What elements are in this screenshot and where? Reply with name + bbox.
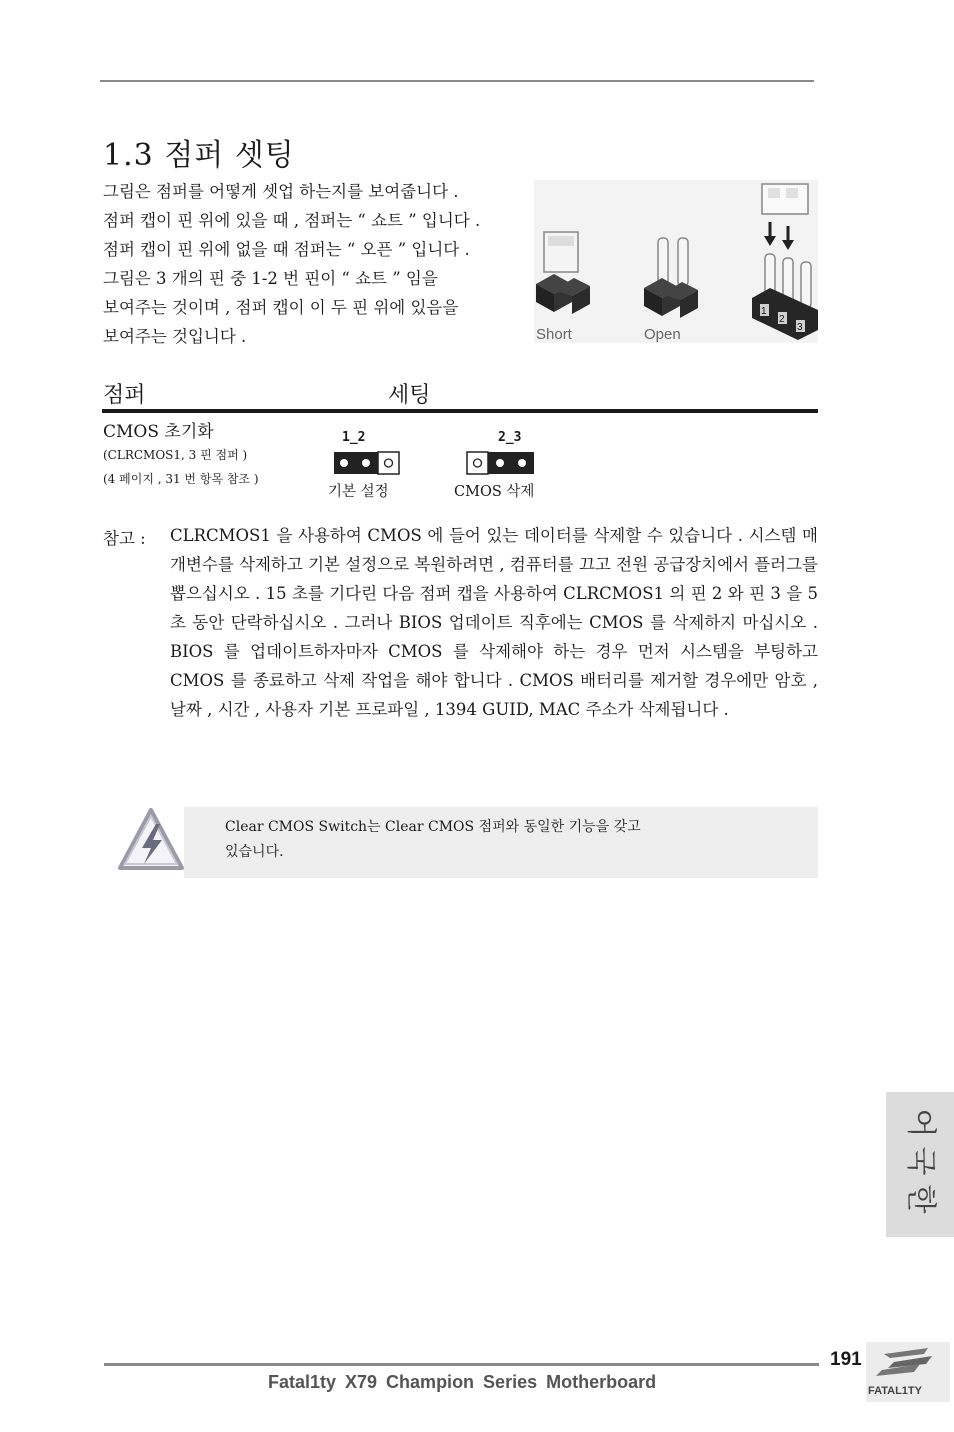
pin-number: 1	[761, 306, 767, 317]
default-pin-diagram	[333, 451, 401, 479]
col-header-setting: 세팅	[388, 383, 431, 408]
tab-char: 어	[903, 1108, 938, 1138]
warning-line: 있습니다.	[225, 844, 284, 860]
page-number: 191	[830, 1349, 862, 1370]
fatal1ty-logo-svg	[866, 1342, 950, 1402]
clear-pin-diagram	[466, 451, 536, 479]
fatal1ty-logo	[866, 1342, 950, 1406]
intro-line: 그림은 점퍼를 어떻게 셋업 하는지를 보여줍니다 .	[103, 182, 459, 201]
note-label: 참고 :	[103, 529, 146, 548]
open-label: Open	[644, 326, 681, 343]
section-title: 1.3 점퍼 셋팅	[103, 138, 295, 173]
pin-number: 2	[779, 314, 785, 325]
intro-line: 보여주는 것이며 , 점퍼 캡이 이 두 핀 위에 있음을	[103, 298, 459, 317]
note-body: CLRCMOS1 을 사용하여 CMOS 에 들어 있는 데이터를 삭제할 수 있습니다 . 시스템 매개변수를 삭제하고 기본 설정으로 복원하려면 , 컴퓨터를 끄고 전원 공급장치에서 플러그를 뽑으십시오 . 15 초를 기다린 다음 점퍼 캡을 사용하여 CLRCMOS1 의 핀 2 와 핀 3 을 5 초 동안 단락하십시오 . 그러나 BIOS 업데이트 직후에는 CMOS 를 삭제하지 마십시오 . BIOS 를 업데이트하자마자 CMOS 를 삭제해야 하는 경우 먼저 시스템을 부팅하고 CMOS 를 종료하고 삭제 작업을 해야 합니다 . CMOS 배터리를 제거할 경우에만 암호 , 날짜 , 시간 , 사용자 기본 프로파일 , 1394 GUID, MAC 주소가 삭제됩니다 .	[170, 526, 818, 719]
pin-diagram-svg	[466, 451, 536, 475]
warning-icon	[116, 806, 186, 878]
language-tab-text	[886, 1106, 954, 1216]
clear-pins-label: 2_3	[498, 430, 522, 445]
col-header-jumper: 점퍼	[103, 383, 146, 408]
language-tab	[886, 1092, 954, 1237]
short-jumper	[536, 232, 590, 343]
logo-text: FATAL1TY	[868, 1385, 922, 1397]
jumper-sub-1: (CLRCMOS1, 3 핀 점퍼 )	[103, 448, 248, 462]
three-pin-jumper	[752, 184, 818, 340]
intro-text	[103, 177, 533, 351]
clear-setting-label: CMOS 삭제	[454, 484, 535, 500]
bottom-rule	[104, 1363, 819, 1366]
open-jumper	[644, 238, 698, 343]
intro-line: 그림은 3 개의 핀 중 1-2 번 핀이 “ 쇼트 ” 임을	[103, 269, 438, 288]
intro-line: 점퍼 캡이 핀 위에 없을 때 점퍼는 “ 오픈 ” 입니다 .	[103, 240, 470, 259]
default-setting-label: 기본 설정	[328, 484, 389, 500]
jumper-sub-2: (4 페이지 , 31 번 항목 참조 )	[103, 472, 259, 486]
short-label: Short	[536, 326, 572, 343]
pin-number: 3	[797, 322, 803, 333]
table-header-rule	[102, 409, 818, 413]
warning-icon-svg	[116, 806, 186, 874]
jumper-illustration	[534, 180, 818, 343]
default-pins-label: 1_2	[342, 430, 366, 445]
intro-line: 점퍼 캡이 핀 위에 있을 때 , 점퍼는 “ 쇼트 ” 입니다 .	[103, 211, 481, 230]
intro-line: 보여주는 것입니다 .	[103, 327, 247, 346]
footer-title: Fatal1ty X79 Champion Series Motherboard	[268, 1372, 657, 1392]
pin-diagram-svg	[333, 451, 401, 475]
jumper-name: CMOS 초기화	[103, 422, 214, 442]
jumper-illustration-svg	[534, 180, 818, 343]
top-rule	[100, 80, 814, 82]
tab-char: 국	[903, 1146, 938, 1176]
tab-char: 한	[903, 1184, 938, 1214]
warning-text	[225, 815, 745, 865]
warning-line: Clear CMOS Switch는 Clear CMOS 점퍼와 동일한 기능을 갖고	[225, 819, 641, 835]
